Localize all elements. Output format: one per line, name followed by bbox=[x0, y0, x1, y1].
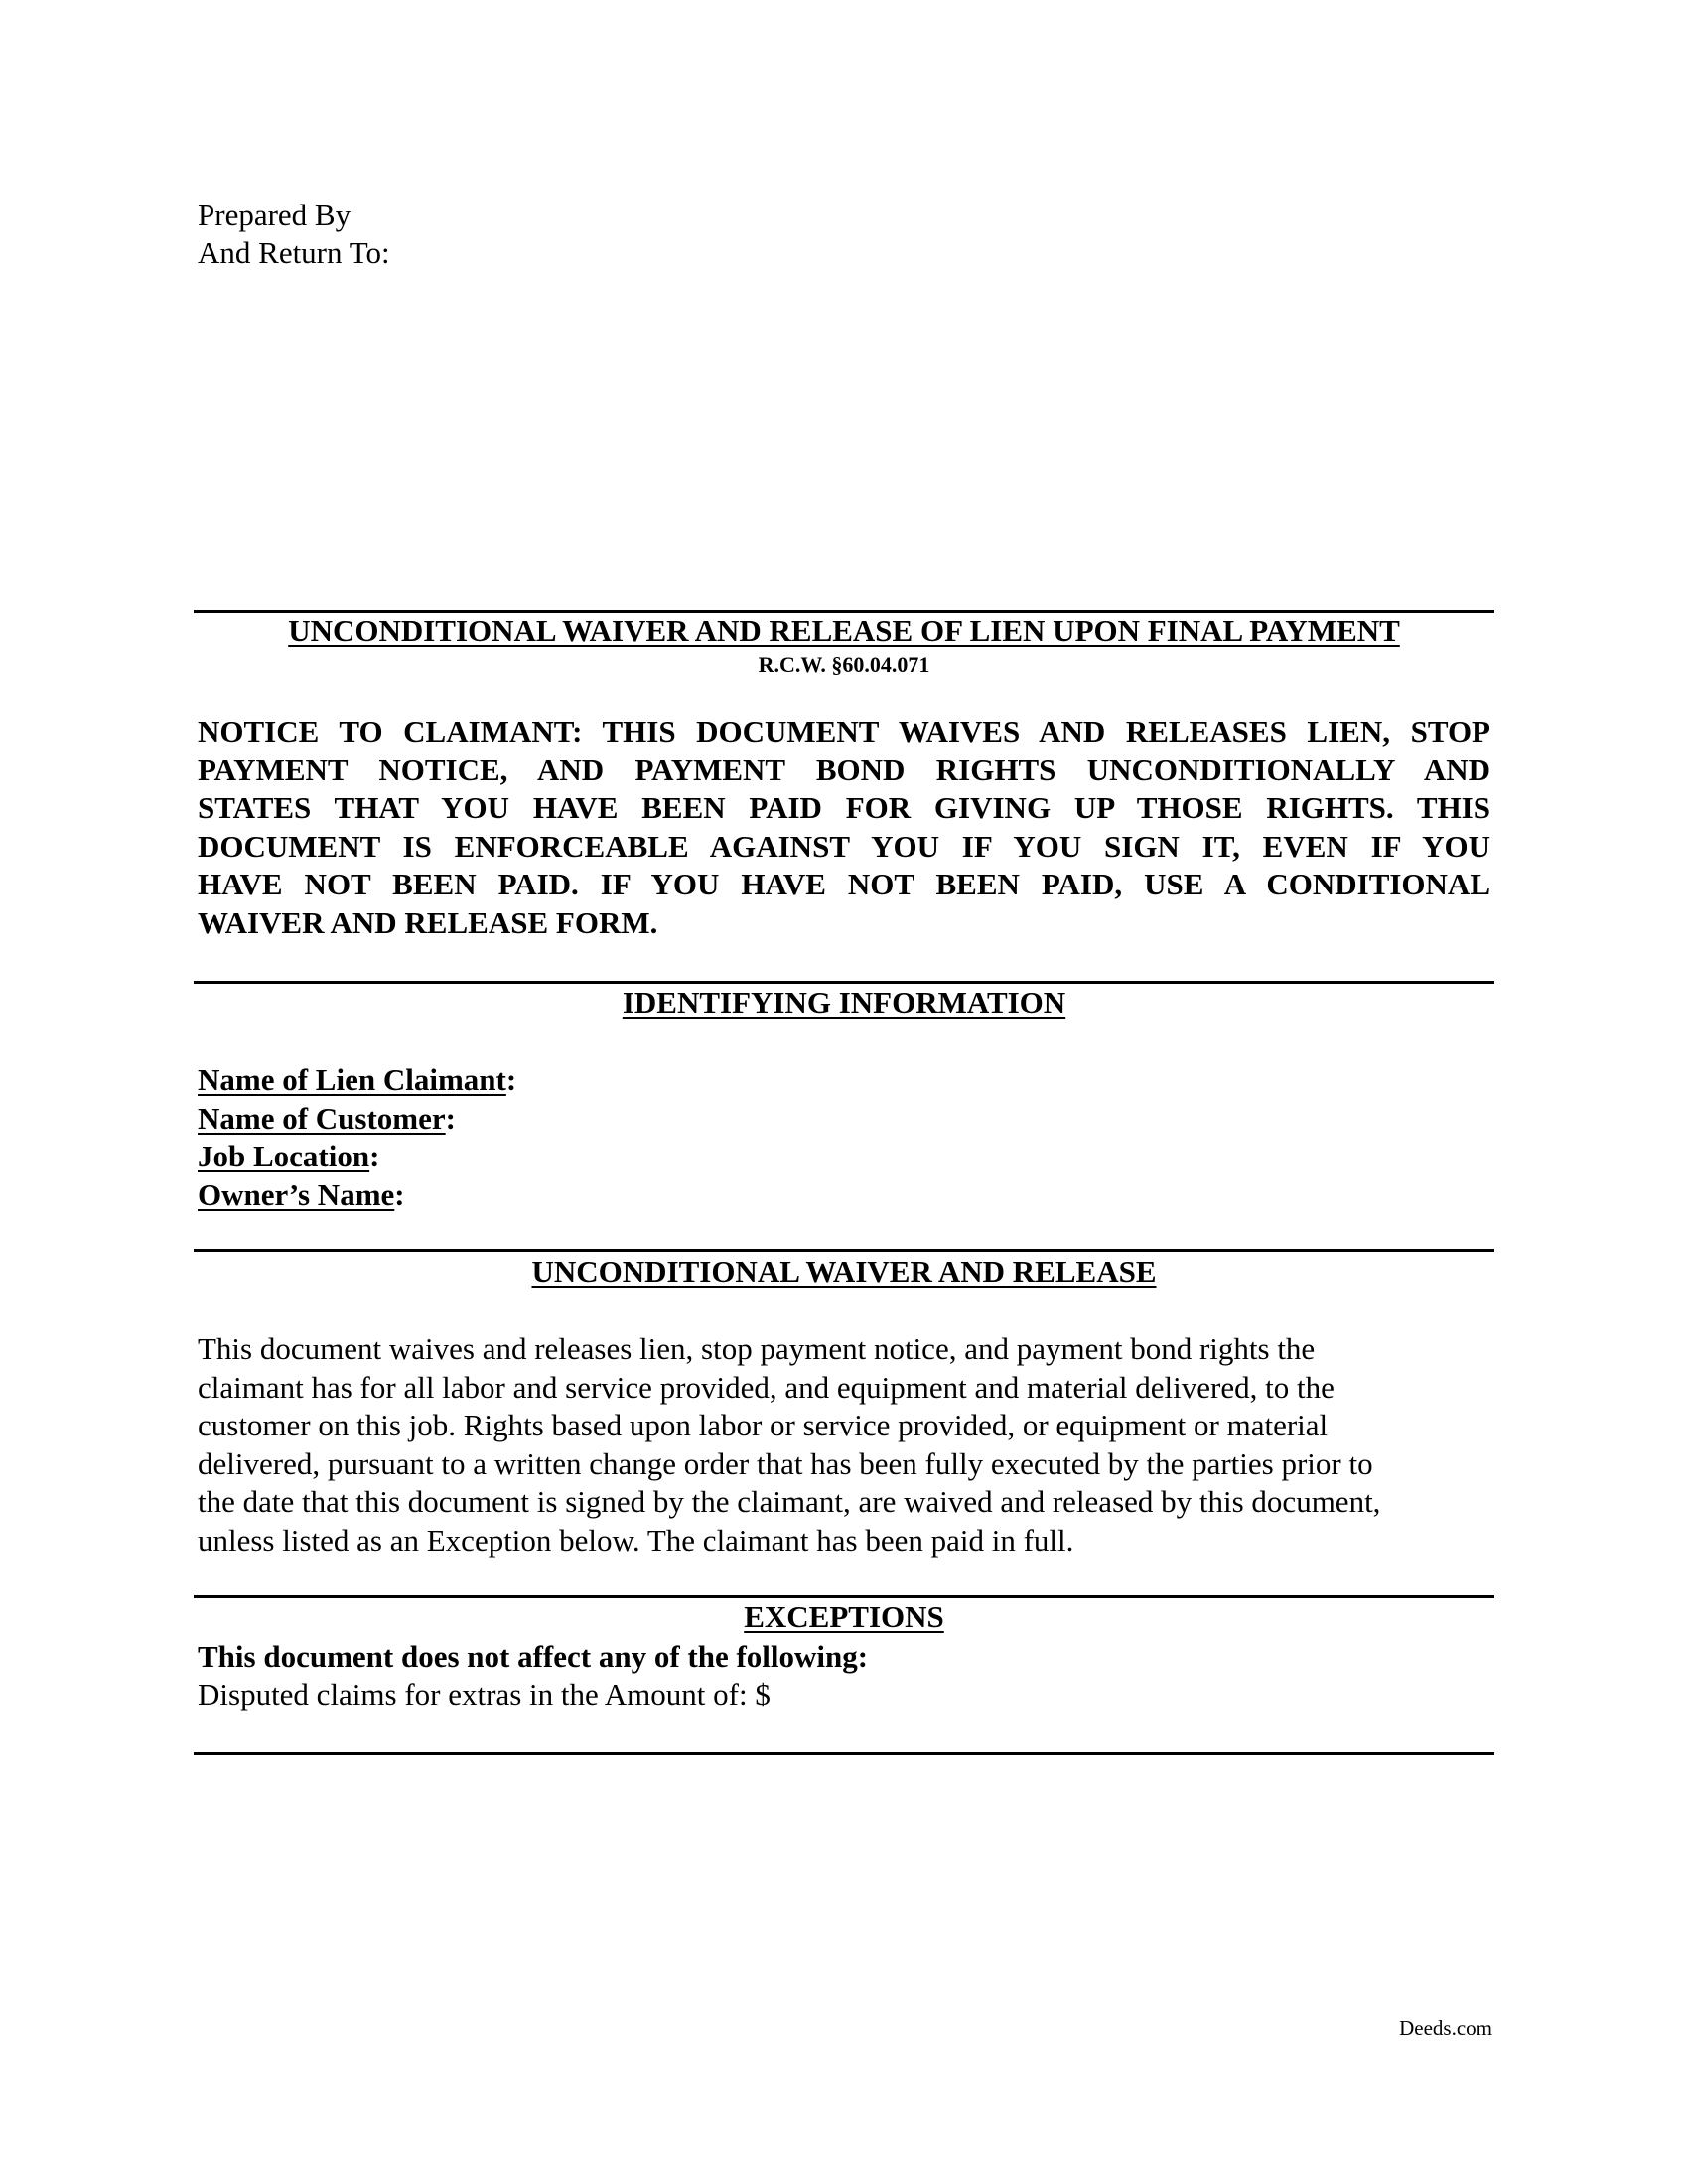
waiver-line: delivered, pursuant to a written change order that has been fully executed by the parties prior to bbox=[198, 1445, 1373, 1481]
waiver-line: the date that this document is signed by the claimant, are waived and released by this document, bbox=[198, 1484, 1381, 1519]
divider-rule bbox=[194, 610, 1494, 613]
notice-line: DOCUMENT IS ENFORCEABLE AGAINST YOU IF YOU SIGN IT, EVEN IF YOU bbox=[198, 828, 1490, 864]
notice-line: HAVE NOT BEEN PAID. IF YOU HAVE NOT BEEN PAID, USE A CONDITIONAL bbox=[198, 867, 1490, 901]
waiver-line: This document waives and releases lien, stop payment notice, and payment bond rights the bbox=[198, 1331, 1316, 1366]
return-to-label: And Return To: bbox=[198, 235, 390, 270]
field-customer bbox=[198, 1100, 516, 1139]
field-label: Name of Customer bbox=[198, 1100, 446, 1136]
identifying-information-heading-text: IDENTIFYING INFORMATION bbox=[622, 985, 1066, 1020]
notice-line: WAIVER AND RELEASE FORM. bbox=[198, 904, 658, 940]
field-owner-name bbox=[198, 1176, 516, 1215]
waiver-body bbox=[198, 1330, 1508, 1560]
divider-rule bbox=[194, 1249, 1494, 1252]
divider-rule bbox=[194, 1752, 1494, 1755]
field-label: Job Location bbox=[198, 1139, 370, 1173]
field-job-location bbox=[198, 1138, 516, 1176]
field-colon: : bbox=[369, 1139, 380, 1173]
waiver-heading-text: UNCONDITIONAL WAIVER AND RELEASE bbox=[531, 1254, 1157, 1289]
prepared-by-label: Prepared By bbox=[198, 198, 352, 232]
notice-line: STATES THAT YOU HAVE BEEN PAID FOR GIVING UP THOSE RIGHTS. THIS bbox=[198, 790, 1490, 825]
document-title bbox=[194, 614, 1494, 649]
waiver-line: claimant has for all labor and service provided, and equipment and material delivered, to the bbox=[198, 1369, 1335, 1405]
field-lien-claimant bbox=[198, 1061, 516, 1100]
footer-source: Deeds.com bbox=[1399, 2016, 1492, 2040]
field-colon: : bbox=[445, 1100, 456, 1136]
notice-line: NOTICE TO CLAIMANT: THIS DOCUMENT WAIVES AND RELEASES LIEN, STOP bbox=[198, 714, 1490, 749]
field-label: Name of Lien Claimant bbox=[198, 1062, 506, 1097]
waiver-heading bbox=[194, 1254, 1494, 1290]
waiver-line: customer on this job. Rights based upon labor or service provided, or equipment or material bbox=[198, 1408, 1329, 1442]
exceptions-heading bbox=[194, 1599, 1494, 1635]
identifying-fields bbox=[198, 1061, 516, 1214]
notice-to-claimant bbox=[198, 713, 1490, 942]
exceptions-subheading: This document does not affect any of the following: bbox=[198, 1639, 869, 1674]
notice-line: PAYMENT NOTICE, AND PAYMENT BOND RIGHTS UNCONDITIONALLY AND bbox=[198, 751, 1490, 787]
disputed-claims-line: Disputed claims for extras in the Amount of: $ bbox=[198, 1677, 771, 1711]
divider-rule bbox=[194, 981, 1494, 984]
field-colon: : bbox=[394, 1176, 405, 1212]
prepared-by-block bbox=[198, 197, 390, 272]
statute-citation: R.C.W. §60.04.071 bbox=[758, 652, 930, 677]
exceptions-heading-text: EXCEPTIONS bbox=[744, 1599, 944, 1634]
waiver-line: unless listed as an Exception below. The claimant has been paid in full. bbox=[198, 1522, 1074, 1558]
field-label: Owner’s Name bbox=[198, 1176, 395, 1212]
divider-rule bbox=[194, 1595, 1494, 1598]
identifying-information-heading bbox=[194, 985, 1494, 1021]
document-title-text: UNCONDITIONAL WAIVER AND RELEASE OF LIEN UPON FINAL PAYMENT bbox=[288, 614, 1400, 648]
field-colon: : bbox=[505, 1062, 517, 1097]
